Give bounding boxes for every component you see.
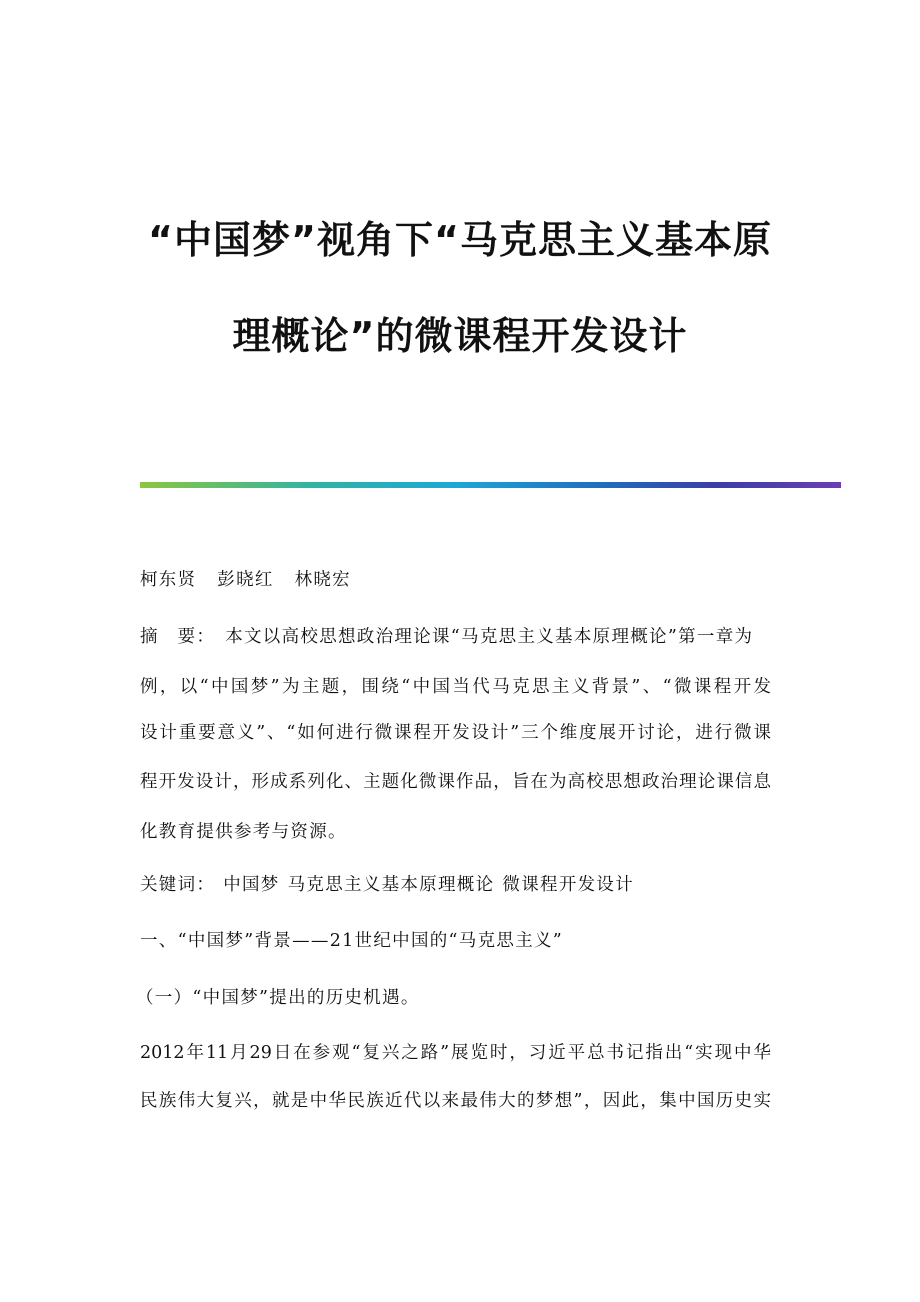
author-name: 彭晓红 xyxy=(217,570,274,590)
abstract-text: 本文以高校思想政治理论课“马克思主义基本原理概论”第一章为 xyxy=(225,627,754,647)
document-title-line-2: 理概论”的微课程开发设计 xyxy=(232,314,688,358)
abstract-line-1 xyxy=(140,625,753,649)
document-title-line-1: “中国梦”视角下“马克思主义基本原 xyxy=(148,218,772,262)
abstract-line-3: 设计重要意义”、“如何进行微课程开发设计”三个维度展开讨论，进行微课 xyxy=(140,723,771,743)
keyword: 微课程开发设计 xyxy=(502,875,635,895)
abstract-line-5: 化教育提供参考与资源。 xyxy=(140,822,347,842)
author-name: 柯东贤 xyxy=(140,570,197,590)
body-paragraph-line-1: 2012年11月29日在参观“复兴之路”展览时，习近平总书记指出“实现中华 xyxy=(140,1043,771,1063)
keywords-label: 关键词： xyxy=(140,875,216,895)
subsection-heading: （一）“中国梦”提出的历史机遇。 xyxy=(136,988,420,1008)
abstract-line-4: 程开发设计，形成系列化、主题化微课作品，旨在为高校思想政治理论课信息 xyxy=(140,772,771,792)
abstract-label: 摘 要： xyxy=(140,627,216,647)
body-paragraph-line-2: 民族伟大复兴，就是中华民族近代以来最伟大的梦想”，因此，集中国历史实 xyxy=(140,1091,771,1111)
author-name: 林晓宏 xyxy=(294,570,351,590)
title-divider xyxy=(140,482,841,488)
keyword: 马克思主义基本原理概论 xyxy=(287,875,495,895)
keywords-line xyxy=(140,873,634,897)
abstract-line-2: 例，以“中国梦”为主题，围绕“中国当代马克思主义背景”、“微课程开发 xyxy=(140,677,771,697)
section-heading: 一、“中国梦”背景——21世纪中国的“马克思主义” xyxy=(140,931,564,951)
author-list xyxy=(140,568,365,592)
keyword: 中国梦 xyxy=(223,875,280,895)
